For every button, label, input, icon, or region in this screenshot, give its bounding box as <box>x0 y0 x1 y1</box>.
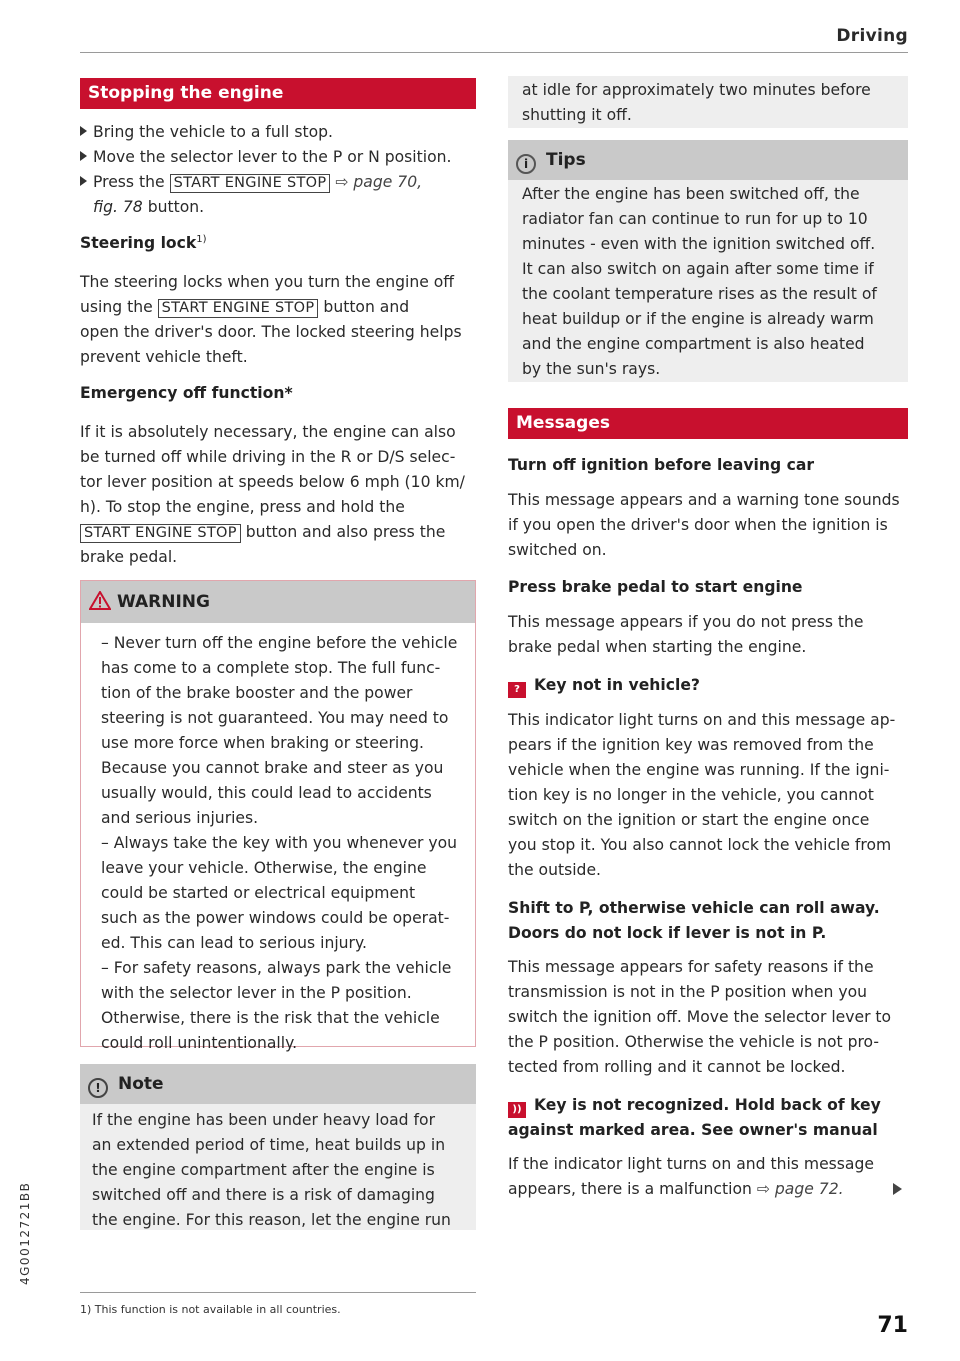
tips-line: After the engine has been switched off, the <box>522 185 860 203</box>
warning-line: steering is not guaranteed. You may need to <box>101 709 449 727</box>
msg-1-line: if you open the driver's door when the ignition is <box>508 516 888 534</box>
warning-line: could be started or electrical equipment <box>101 884 416 902</box>
tips-line: and the engine compartment is also heated <box>522 335 865 353</box>
step-2: Move the selector lever to the P or N position. <box>80 145 476 170</box>
steering-line: The steering locks when you turn the engine off <box>80 273 455 291</box>
msg-1-text <box>508 488 908 563</box>
warning-line: Because you cannot brake and steer as you <box>101 759 444 777</box>
steering-line: open the driver's door. The locked steering helps <box>80 323 462 341</box>
msg-1-line: This message appears and a warning tone sounds <box>508 491 900 509</box>
msg-5-title: )) Key is not recognized. Hold back of key against marked area. See owner's manual <box>508 1096 881 1139</box>
emergency-line: be turned off while driving in the R or D/S selec- <box>80 448 456 466</box>
warning-item <box>97 631 465 831</box>
warning-line: – Always take the key with you whenever you <box>101 834 458 852</box>
figure-ref: fig. 78 <box>93 198 143 216</box>
note-continued <box>508 76 908 128</box>
msg-3-line: pears if the ignition key was removed from the <box>508 736 874 754</box>
warning-line: and serious injuries. <box>101 809 259 827</box>
note-line: shutting it off. <box>522 106 632 124</box>
info-circle-icon: i <box>516 154 536 174</box>
warning-line: has come to a complete stop. The full func- <box>101 659 441 677</box>
footnote-text: 1) This function is not available in all countries. <box>80 1303 341 1316</box>
note-line: the engine. For this reason, let the engine run <box>92 1211 451 1229</box>
warning-line: such as the power windows could be operat- <box>101 909 450 927</box>
stopping-steps <box>80 120 476 220</box>
steering-lock-text <box>80 270 476 370</box>
note-line: the engine compartment after the engine is <box>92 1161 435 1179</box>
note-line: at idle for approximately two minutes before <box>522 81 871 99</box>
warning-line: with the selector lever in the P position. <box>101 984 412 1002</box>
triangle-bullet-icon <box>80 151 87 161</box>
emergency-off-heading: Emergency off function* <box>80 384 293 402</box>
msg-4-line: This message appears for safety reasons if the <box>508 958 874 976</box>
tips-line: heat buildup or if the engine is already warm <box>522 310 874 328</box>
messages-heading: Messages <box>508 408 908 439</box>
triangle-bullet-icon <box>80 176 87 186</box>
tips-line: by the sun's rays. <box>522 360 661 378</box>
msg-3-line: you stop it. You also cannot lock the vehicle from <box>508 836 892 854</box>
page-ref-link[interactable]: ⇨ page 70, <box>335 173 423 191</box>
key-signal-lamp-icon: )) <box>508 1102 526 1118</box>
warning-line: could roll unintentionally. <box>101 1034 298 1052</box>
tips-body <box>508 180 908 382</box>
tips-line: minutes - even with the ignition switched off. <box>522 235 876 253</box>
note-line: switched off and there is a risk of damaging <box>92 1186 435 1204</box>
warning-header: WARNING <box>81 581 475 623</box>
msg-3-text <box>508 708 908 883</box>
tips-line: It can also switch on again after some time if <box>522 260 874 278</box>
footnote-mark: 1) <box>196 234 207 245</box>
exclamation-circle-icon: ! <box>88 1078 108 1098</box>
warning-line: use more force when braking or steering. <box>101 734 424 752</box>
triangle-bullet-icon <box>80 126 87 136</box>
warning-line: ed. This can lead to serious injury. <box>101 934 367 952</box>
note-body <box>80 1104 476 1230</box>
start-engine-stop-key: START ENGINE STOP <box>158 299 319 318</box>
start-engine-stop-key: START ENGINE STOP <box>170 174 331 193</box>
msg-3-line: the outside. <box>508 861 601 879</box>
msg-3-line: This indicator light turns on and this message ap- <box>508 711 896 729</box>
msg-2-line: This message appears if you do not press the <box>508 613 864 631</box>
note-header: ! Note <box>80 1064 476 1104</box>
tips-line: radiator fan can continue to run for up to 10 <box>522 210 868 228</box>
msg-5-line: If the indicator light turns on and this message <box>508 1155 874 1173</box>
stopping-engine-heading: Stopping the engine <box>80 78 476 109</box>
msg-3-line: vehicle when the engine was running. If the igni- <box>508 761 890 779</box>
msg-1-title: Turn off ignition before leaving car <box>508 456 815 474</box>
key-warning-lamp-icon: ? <box>508 682 526 698</box>
msg-4-line: tected from rolling and it cannot be locked. <box>508 1058 846 1076</box>
emergency-text <box>80 420 476 570</box>
warning-triangle-icon <box>89 591 111 610</box>
msg-4-line: transmission is not in the P position when you <box>508 983 868 1001</box>
page-ref-link[interactable]: ⇨ page 72. <box>756 1180 844 1198</box>
warning-list <box>81 623 475 1056</box>
msg-3-line: tion key is no longer in the vehicle, you cannot <box>508 786 874 804</box>
emergency-line: h). To stop the engine, press and hold the <box>80 498 405 516</box>
warning-item <box>97 956 465 1056</box>
msg-2-line: brake pedal when starting the engine. <box>508 638 807 656</box>
steering-line: prevent vehicle theft. <box>80 348 248 366</box>
msg-4-line: the P position. Otherwise the vehicle is not pro- <box>508 1033 879 1051</box>
tips-line: the coolant temperature rises as the result of <box>522 285 877 303</box>
start-engine-stop-key: START ENGINE STOP <box>80 524 241 543</box>
msg-5-text <box>508 1152 908 1202</box>
note-line: an extended period of time, heat builds up in <box>92 1136 446 1154</box>
tips-header: i Tips <box>508 140 908 180</box>
msg-4-text <box>508 955 908 1080</box>
warning-line: – Never turn off the engine before the vehicle <box>101 634 458 652</box>
footnote-rule <box>80 1292 476 1293</box>
msg-1-line: switched on. <box>508 541 607 559</box>
page-number: 71 <box>877 1313 908 1338</box>
warning-line: usually would, this could lead to accidents <box>101 784 432 802</box>
step-3: Press the START ENGINE STOP ⇨ page 70, <box>80 170 476 195</box>
msg-3-line: switch on the ignition or start the engine once <box>508 811 870 829</box>
document-code: 4G0012721BB <box>18 1181 32 1285</box>
steering-lock-heading: Steering lock$^{1)}$ <box>80 234 207 253</box>
warning-line: Otherwise, there is the risk that the vehicle <box>101 1009 440 1027</box>
emergency-line: START ENGINE STOP button and also press the <box>80 520 476 545</box>
step-1: Bring the vehicle to a full stop. <box>80 120 476 145</box>
note-line: If the engine has been under heavy load for <box>92 1111 435 1129</box>
warning-line: tion of the brake booster and the power <box>101 684 413 702</box>
msg-2-title: Press brake pedal to start engine <box>508 578 803 596</box>
header-rule <box>80 52 908 53</box>
warning-item <box>97 831 465 956</box>
msg-3-title: ? Key not in vehicle? <box>508 676 700 698</box>
continue-arrow-icon <box>893 1183 902 1195</box>
section-header: Driving <box>836 26 908 46</box>
warning-box <box>80 580 476 1052</box>
warning-line: leave your vehicle. Otherwise, the engine <box>101 859 427 877</box>
warning-line: – For safety reasons, always park the vehicle <box>101 959 452 977</box>
msg-5-line: appears, there is a malfunction ⇨ page 72. <box>508 1180 844 1198</box>
msg-4-line: switch the ignition off. Move the selector lever to <box>508 1008 892 1026</box>
emergency-line: tor lever position at speeds below 6 mph (10 km/ <box>80 473 465 491</box>
msg-2-text <box>508 610 908 660</box>
steering-line: using the START ENGINE STOP button and <box>80 298 410 316</box>
emergency-line: brake pedal. <box>80 548 178 566</box>
emergency-line: If it is absolutely necessary, the engine can also <box>80 423 456 441</box>
step-3-cont: fig. 78 button. <box>93 198 205 216</box>
msg-4-title: Shift to P, otherwise vehicle can roll away. Doors do not lock if lever is not in P. <box>508 899 880 942</box>
